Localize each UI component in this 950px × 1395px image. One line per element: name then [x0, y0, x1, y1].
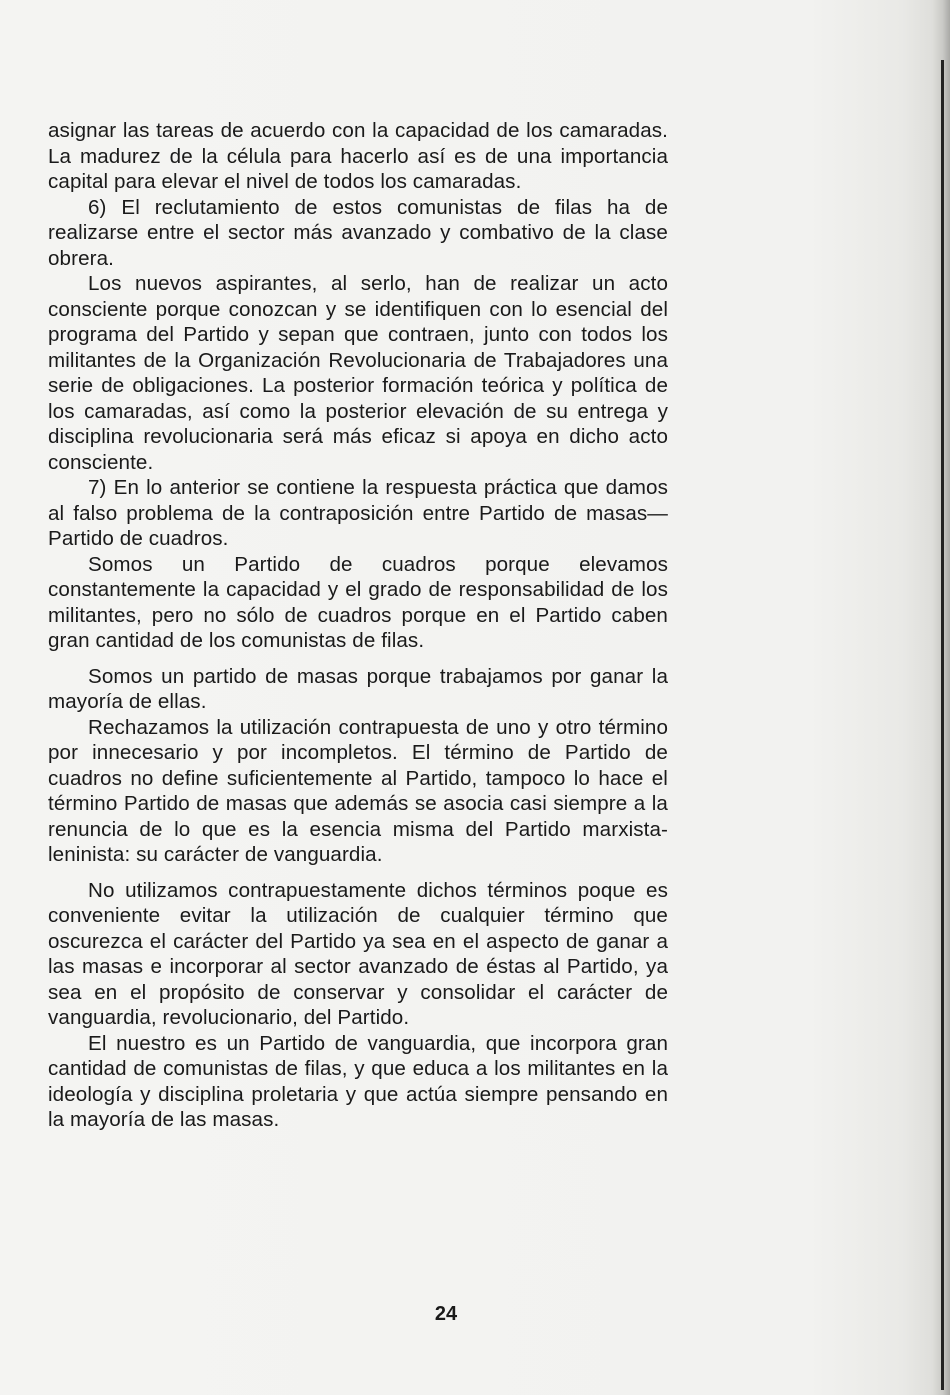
paragraph-4: 7) En lo anterior se contiene la respuesta práctica que damos al falso problema de la contraposición entre Partido de masas—Partido de cuadros. — [48, 476, 668, 550]
paragraph-6: Somos un partido de masas porque trabajamos por ganar la mayoría de ellas. — [48, 664, 668, 713]
page-number: 24 — [434, 1303, 458, 1325]
paragraph-7: Rechazamos la utilización contrapuesta de uno y otro término por innecesario y por incompletos. El término de Partido de cuadros no define suficientemente al Partido, tampoco lo hace el término Partido de masas que además se asocia casi siempre a la renuncia de lo que es la esencia misma del Partido marxista-leninista: su carácter de vanguardia. — [48, 715, 668, 866]
paragraph-2: 6) El reclutamiento de estos comunistas de filas ha de realizarse entre el sector más avanzado y combativo de la clase obrera. — [48, 195, 668, 270]
paragraph-8: No utilizamos contrapuestamente dichos términos poque es conveniente evitar la utilización de cualquier término que oscurezca el carácter del Partido ya sea en el aspecto de ganar a las masas e incorporar al sector avanzado de éstas al Partido, ya sea en el propósito de conservar y consolidar el carácter de vanguardia, revolucionario, del Partido. — [48, 878, 668, 1029]
paragraph-5: Somos un Partido de cuadros porque elevamos constantemente la capacidad y el grado de responsabilidad de los militantes, pero no sólo de cuadros porque en el Partido caben gran cantidad de los comunistas de filas. — [48, 552, 668, 652]
paragraph-9: El nuestro es un Partido de vanguardia, que incorpora gran cantidad de comunistas de filas, y que educa a los militantes en la ideología y disciplina proletaria y que actúa siempre pensando en la mayoría de las masas. — [48, 1031, 668, 1131]
paragraph-1: asignar las tareas de acuerdo con la capacidad de los camaradas. La madurez de la célula para hacerlo así es de una importancia capital para elevar el nivel de todos los camaradas. — [48, 119, 668, 193]
paragraph-3: Los nuevos aspirantes, al serlo, han de realizar un acto consciente porque conozcan y se identifiquen con lo esencial del programa del Partido y sepan que contraen, junto con todos los militantes de la Organización Revolucionaria de Trabajadores una serie de obligaciones. La posterior formación teórica y política de los camaradas, así como la posterior elevación de su entrega y disciplina revolucionaria será más eficaz si apoya en dicho acto consciente. — [48, 272, 668, 474]
body-text — [48, 118, 668, 1133]
page-edge-line — [941, 60, 944, 1390]
